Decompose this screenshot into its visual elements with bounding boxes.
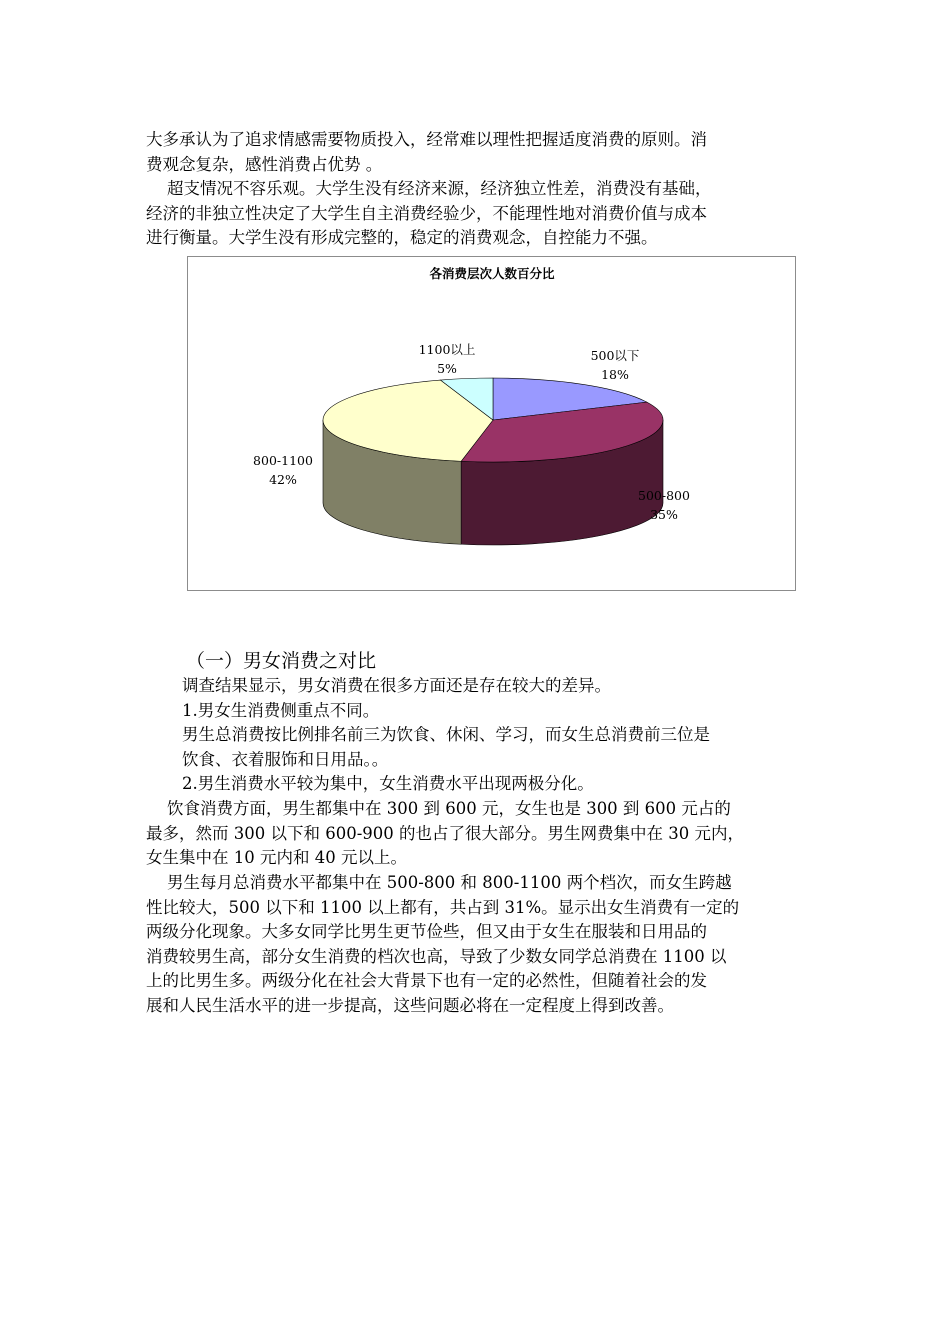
text-line: 大多承认为了追求情感需要物质投入，经常难以理性把握适度消费的原则。消	[146, 130, 707, 149]
text-line: 费观念复杂，感性消费占优势 。	[146, 154, 383, 174]
paragraph-1	[146, 128, 806, 177]
slice-label-1: 500-800	[638, 488, 690, 503]
pie-chart-frame	[187, 256, 796, 591]
slice-percent-1: 35%	[650, 507, 678, 522]
text-line: 男生每月总消费水平都集中在 500-800 和 800-1100 两个档次，而女生跨越	[146, 873, 732, 892]
slice-label-2: 800-1100	[253, 453, 313, 468]
slice-percent-2: 42%	[269, 472, 297, 487]
text-line: 两级分化现象。大多女同学比男生更节俭些，但又由于女生在服装和日用品的	[146, 922, 707, 941]
text-line: 性比较大，500 以下和 1100 以上都有，共占到 31%。显示出女生消费有一定的	[146, 897, 740, 917]
paragraph-5	[182, 723, 812, 772]
text-line: 调查结果显示，男女消费在很多方面还是存在较大的差异。	[182, 676, 611, 695]
text-line: 女生集中在 10 元内和 40 元以上。	[146, 848, 407, 867]
text-line: 饮食、衣着服饰和日用品。。	[182, 749, 389, 769]
text-line: 2.男生消费水平较为集中，女生消费水平出现两极分化。	[182, 774, 594, 793]
slice-percent-3: 5%	[437, 361, 457, 376]
paragraph-6	[182, 772, 812, 797]
section-heading: （一）男女消费之对比	[186, 650, 377, 672]
chart-title: 各消费层次人数百分比	[429, 266, 555, 281]
text-line: 上的比男生多。两级分化在社会大背景下也有一定的必然性，但随着社会的发	[146, 971, 707, 990]
text-line: 最多，然而 300 以下和 600-900 的也占了很大部分。男生网费集中在 30 元内，	[146, 823, 745, 843]
paragraph-2	[146, 177, 806, 251]
slice-label-0: 500以下	[590, 348, 640, 363]
slice-label-3: 1100以上	[418, 342, 476, 357]
text-line: 经济的非独立性决定了大学生自主消费经验少，不能理性地对消费价值与成本	[146, 203, 707, 223]
text-line: 超支情况不容乐观。大学生没有经济来源，经济独立性差，消费没有基础，	[146, 179, 712, 198]
text-line: 展和人民生活水平的进一步提高，这些问题必将在一定程度上得到改善。	[146, 995, 674, 1015]
slice-percent-0: 18%	[601, 367, 629, 382]
text-line: 消费较男生高，部分女生消费的档次也高，导致了少数女同学总消费在 1100 以	[146, 946, 727, 966]
text-line: 进行衡量。大学生没有形成完整的，稳定的消费观念，自控能力不强。	[146, 228, 658, 247]
paragraph-8	[146, 871, 806, 1018]
text-line: 男生总消费按比例排名前三为饮食、休闲、学习，而女生总消费前三位是	[182, 725, 710, 744]
pie-chart	[188, 257, 795, 590]
text-line: 1.男女生消费侧重点不同。	[182, 701, 380, 720]
text-line: 饮食消费方面，男生都集中在 300 到 600 元，女生也是 300 到 600 元占的	[146, 799, 731, 818]
paragraph-7	[146, 797, 806, 871]
paragraph-3	[182, 674, 812, 699]
paragraph-4	[182, 699, 812, 724]
